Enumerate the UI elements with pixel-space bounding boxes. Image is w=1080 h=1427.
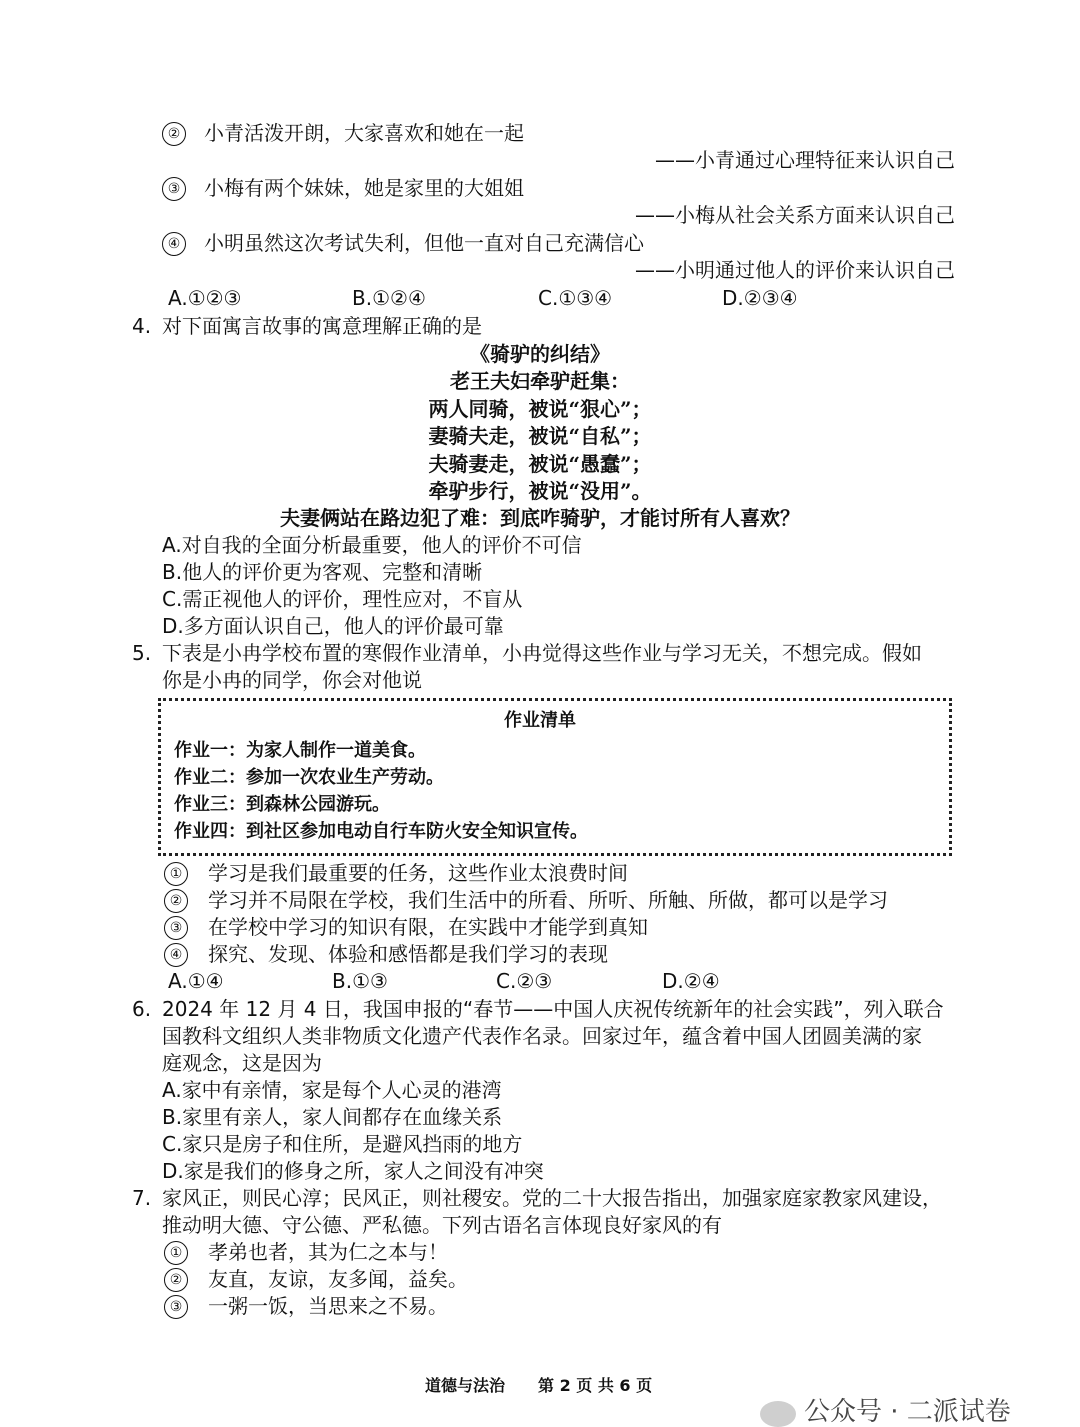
poem-line: 夫妻俩站在路边犯了难：到底咋骑驴，才能讨所有人喜欢？ bbox=[280, 506, 800, 530]
homework-item: 作业一：为家人制作一道美食。 bbox=[174, 740, 426, 761]
q5-stem-line2: 你是小冉的同学，你会对他说 bbox=[162, 668, 422, 692]
circle-mark: ③ bbox=[164, 1295, 188, 1319]
q7-item-text: 孝弟也者，其为仁之本与！ bbox=[208, 1240, 448, 1264]
poem-line: 夫骑妻走，被说“愚蠢”； bbox=[428, 452, 652, 476]
q6-stem-line: 国教科文组织人类非物质文化遗产代表作名录。回家过年，蕴含着中国人团圆美满的家 bbox=[162, 1024, 922, 1048]
poem-line: 牵驴步行，被说“没用”。 bbox=[428, 479, 652, 503]
watermark: 公众号 · 二派试卷 bbox=[804, 1397, 1011, 1427]
q3-item-text: 小梅有两个妹妹，她是家里的大姐姐 bbox=[204, 176, 524, 200]
q6-stem-line: 庭观念，这是因为 bbox=[162, 1051, 322, 1075]
circle-mark: ② bbox=[162, 122, 186, 146]
q3-item-text: 小明虽然这次考试失利，但他一直对自己充满信心 bbox=[204, 231, 644, 255]
q4-option-b: B.他人的评价更为客观、完整和清晰 bbox=[162, 560, 483, 584]
circle-mark: ① bbox=[164, 1241, 188, 1265]
q5-option-c: C.②③ bbox=[496, 969, 553, 993]
homework-list-title: 作业清单 bbox=[504, 710, 576, 731]
q5-option-a: A.①④ bbox=[168, 969, 224, 993]
q3-option-b: B.①②④ bbox=[352, 286, 426, 310]
homework-item: 作业二：参加一次农业生产劳动。 bbox=[174, 767, 444, 788]
circle-mark: ③ bbox=[162, 177, 186, 201]
q6-option-a: A.家中有亲情，家是每个人心灵的港湾 bbox=[162, 1078, 502, 1102]
q5-item-text: 在学校中学习的知识有限，在实践中才能学到真知 bbox=[208, 915, 648, 939]
poem-line: 妻骑夫走，被说“自私”； bbox=[428, 424, 652, 448]
poem-line: 两人同骑，被说“狠心”； bbox=[428, 397, 652, 421]
q4-number: 4. bbox=[132, 314, 152, 338]
q7-item-text: 一粥一饭，当思来之不易。 bbox=[208, 1294, 448, 1318]
poem-title: 《骑驴的纠结》 bbox=[470, 342, 610, 366]
circle-mark: ① bbox=[164, 862, 188, 886]
q4-stem: 对下面寓言故事的寓意理解正确的是 bbox=[162, 314, 482, 338]
q3-item-note: ——小明通过他人的评价来认识自己 bbox=[635, 258, 955, 282]
q5-number: 5. bbox=[132, 641, 152, 665]
q3-item-text: 小青活泼开朗，大家喜欢和她在一起 bbox=[204, 121, 524, 145]
q4-option-a: A.对自我的全面分析最重要，他人的评价不可信 bbox=[162, 533, 582, 557]
q5-option-d: D.②④ bbox=[662, 969, 720, 993]
circle-mark: ③ bbox=[164, 916, 188, 940]
q6-option-c: C.家只是房子和住所，是避风挡雨的地方 bbox=[162, 1132, 523, 1156]
q3-option-a: A.①②③ bbox=[168, 286, 242, 310]
q3-option-c: C.①③④ bbox=[538, 286, 613, 310]
circle-mark: ② bbox=[164, 1268, 188, 1292]
wechat-icon bbox=[760, 1401, 796, 1427]
footer-subject: 道德与法治 bbox=[425, 1376, 506, 1395]
poem-line: 老王夫妇牵驴赶集： bbox=[450, 369, 630, 393]
q5-option-b: B.①③ bbox=[332, 969, 388, 993]
homework-item: 作业三：到森林公园游玩。 bbox=[174, 794, 390, 815]
q4-option-c: C.需正视他人的评价，理性应对，不盲从 bbox=[162, 587, 523, 611]
q7-stem-line: 推动明大德、守公德、严私德。下列古语名言体现良好家风的有 bbox=[162, 1213, 722, 1237]
footer-page: 第 2 页 共 6 页 bbox=[538, 1376, 653, 1395]
q5-item-text: 探究、发现、体验和感悟都是我们学习的表现 bbox=[208, 942, 608, 966]
q5-item-text: 学习是我们最重要的任务，这些作业太浪费时间 bbox=[208, 861, 628, 885]
q7-stem-line: 家风正，则民心淳；民风正，则社稷安。党的二十大报告指出，加强家庭家教家风建设， bbox=[162, 1186, 942, 1210]
circle-mark: ② bbox=[164, 889, 188, 913]
q6-stem-line: 2024 年 12 月 4 日，我国申报的“春节——中国人庆祝传统新年的社会实践”，列入联合 bbox=[162, 997, 944, 1021]
q4-option-d: D.多方面认识自己，他人的评价最可靠 bbox=[162, 614, 504, 638]
circle-mark: ④ bbox=[164, 943, 188, 967]
q6-option-b: B.家里有亲人，家人间都存在血缘关系 bbox=[162, 1105, 503, 1129]
q7-item-text: 友直，友谅，友多闻，益矣。 bbox=[208, 1267, 468, 1291]
q6-option-d: D.家是我们的修身之所，家人之间没有冲突 bbox=[162, 1159, 544, 1183]
q3-option-d: D.②③④ bbox=[722, 286, 798, 310]
q3-item-note: ——小青通过心理特征来认识自己 bbox=[655, 148, 955, 172]
q5-item-text: 学习并不局限在学校，我们生活中的所看、所听、所触、所做，都可以是学习 bbox=[208, 888, 888, 912]
q7-number: 7. bbox=[132, 1186, 152, 1210]
q5-stem-line1: 下表是小冉学校布置的寒假作业清单，小冉觉得这些作业与学习无关，不想完成。假如 bbox=[162, 641, 922, 665]
q6-number: 6. bbox=[132, 997, 152, 1021]
circle-mark: ④ bbox=[162, 232, 186, 256]
q3-item-note: ——小梅从社会关系方面来认识自己 bbox=[635, 203, 955, 227]
homework-item: 作业四：到社区参加电动自行车防火安全知识宣传。 bbox=[174, 821, 588, 842]
